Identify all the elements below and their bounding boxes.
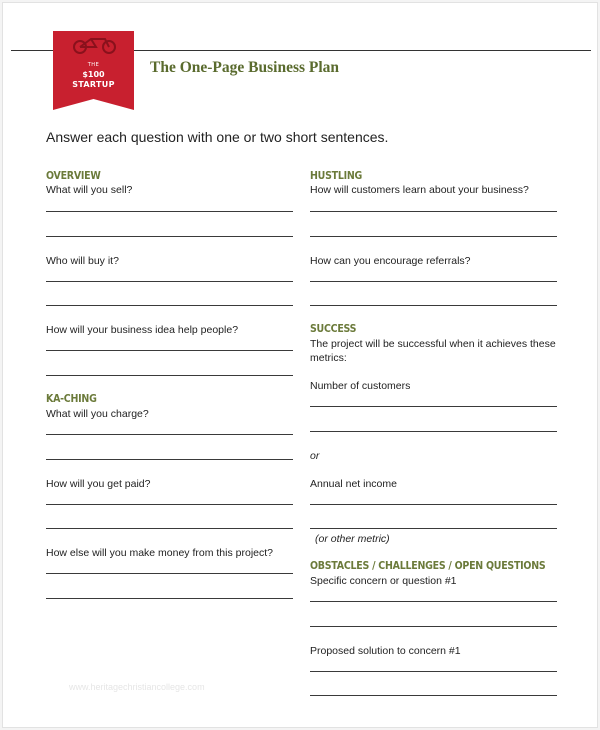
answer-line[interactable] [310, 406, 557, 407]
metric-customers: Number of customers [310, 380, 411, 392]
answer-line[interactable] [310, 236, 557, 237]
answer-line[interactable] [46, 459, 293, 460]
badge-amount: $100 [82, 70, 105, 79]
watermark: www.heritagechristiancollege.com [69, 682, 205, 692]
instruction-text: Answer each question with one or two short sentences. [46, 129, 389, 145]
answer-line[interactable] [310, 695, 557, 696]
answer-line[interactable] [310, 431, 557, 432]
heading-hustling: HUSTLING [310, 169, 363, 182]
question-who-buy: Who will buy it? [46, 255, 119, 267]
heading-overview: OVERVIEW [46, 169, 101, 182]
metric-income: Annual net income [310, 478, 397, 490]
question-help-people: How will your business idea help people? [46, 324, 239, 336]
answer-line[interactable] [46, 598, 293, 599]
answer-line[interactable] [46, 305, 293, 306]
startup-badge [47, 3, 140, 110]
document-title: The One-Page Business Plan [150, 59, 340, 76]
answer-line[interactable] [46, 211, 293, 212]
answer-line[interactable] [310, 601, 557, 602]
answer-line[interactable] [310, 671, 557, 672]
answer-line[interactable] [46, 350, 293, 351]
heading-obstacles: OBSTACLES / CHALLENGES / OPEN QUESTIONS [310, 559, 546, 572]
question-what-sell: What will you sell? [46, 184, 133, 196]
answer-line[interactable] [310, 211, 557, 212]
badge-name: STARTUP [72, 80, 115, 89]
answer-line[interactable] [310, 504, 557, 505]
question-referrals: How can you encourage referrals? [310, 255, 471, 267]
answer-line[interactable] [46, 573, 293, 574]
answer-line[interactable] [310, 281, 557, 282]
answer-line[interactable] [310, 626, 557, 627]
question-solution: Proposed solution to concern #1 [310, 645, 461, 657]
answer-line[interactable] [46, 281, 293, 282]
question-concern: Specific concern or question #1 [310, 575, 457, 587]
question-other-money: How else will you make money from this project? [46, 547, 274, 559]
answer-line[interactable] [310, 305, 557, 306]
other-metric-text: (or other metric) [315, 533, 390, 545]
answer-line[interactable] [310, 528, 557, 529]
question-get-paid: How will you get paid? [46, 478, 151, 490]
heading-kaching: KA-CHING [46, 392, 97, 405]
or-text: or [310, 450, 320, 462]
answer-line[interactable] [46, 236, 293, 237]
success-intro: The project will be successful when it achieves these metrics: [310, 338, 556, 364]
answer-line[interactable] [46, 434, 293, 435]
badge-the: THE [87, 62, 100, 68]
business-plan-page [2, 2, 598, 728]
answer-line[interactable] [46, 375, 293, 376]
answer-line[interactable] [46, 504, 293, 505]
answer-line[interactable] [46, 528, 293, 529]
heading-success: SUCCESS [310, 322, 357, 335]
question-charge: What will you charge? [46, 408, 149, 420]
badge-ribbon-shape [47, 3, 140, 110]
question-learn-business: How will customers learn about your business? [310, 184, 529, 196]
